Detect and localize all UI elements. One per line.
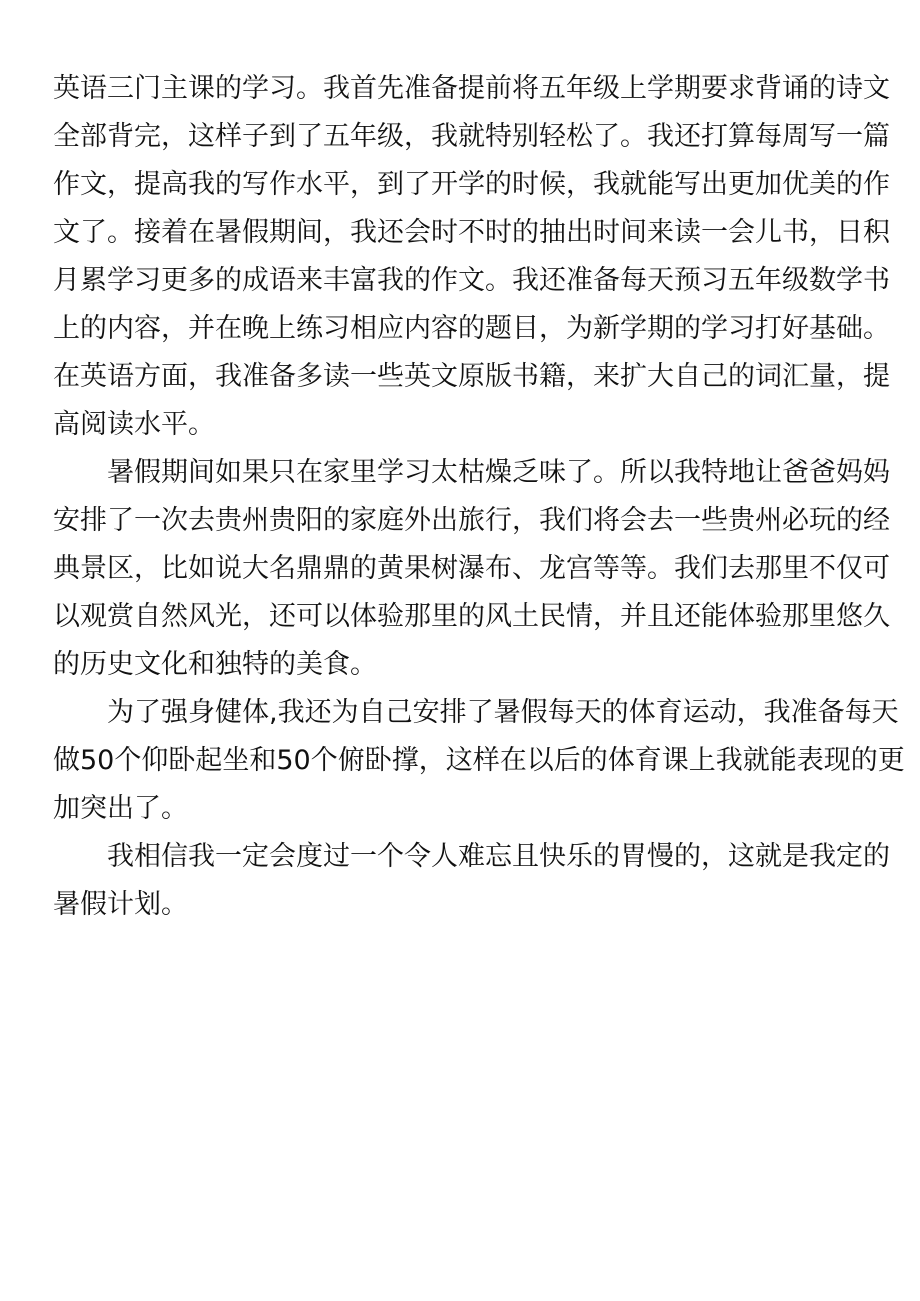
text-line: 文了。接着在暑假期间，我还会时不时的抽出时间来读一会儿书，日积 [53, 217, 890, 248]
text-line: 全部背完，这样子到了五年级，我就特别轻松了。我还打算每周写一篇 [53, 121, 890, 152]
text-line: 做50个仰卧起坐和50个俯卧撑，这样在以后的体育课上我就能表现的更 [53, 745, 905, 776]
text-line: 高阅读水平。 [53, 409, 215, 440]
paragraph-travel-plan [53, 449, 890, 689]
text-line: 作文，提高我的写作水平，到了开学的时候，我就能写出更加优美的作 [53, 169, 890, 200]
text-line: 在英语方面，我准备多读一些英文原版书籍，来扩大自己的词汇量，提 [53, 361, 890, 392]
text-line: 暑假计划。 [53, 889, 188, 920]
paragraph-exercise-plan [53, 689, 905, 833]
paragraph-study-plan [53, 65, 890, 449]
text-line: 加突出了。 [53, 793, 188, 824]
document-body [53, 65, 905, 929]
text-line: 我相信我一定会度过一个令人难忘且快乐的胃慢的，这就是我定的 [107, 841, 890, 872]
text-line: 月累学习更多的成语来丰富我的作文。我还准备每天预习五年级数学书 [53, 265, 890, 296]
text-line: 典景区，比如说大名鼎鼎的黄果树瀑布、龙宫等等。我们去那里不仅可 [53, 553, 890, 584]
text-line: 为了强身健体,我还为自己安排了暑假每天的体育运动，我准备每天 [107, 697, 899, 728]
text-line: 上的内容，并在晚上练习相应内容的题目，为新学期的学习打好基础。 [53, 313, 890, 344]
paragraph-conclusion [53, 833, 890, 929]
text-line: 的历史文化和独特的美食。 [53, 649, 377, 680]
text-line: 以观赏自然风光，还可以体验那里的风土民情，并且还能体验那里悠久 [53, 601, 890, 632]
text-line: 英语三门主课的学习。我首先准备提前将五年级上学期要求背诵的诗文 [53, 73, 890, 104]
text-line: 安排了一次去贵州贵阳的家庭外出旅行，我们将会去一些贵州必玩的经 [53, 505, 890, 536]
text-line: 暑假期间如果只在家里学习太枯燥乏味了。所以我特地让爸爸妈妈 [107, 457, 890, 488]
